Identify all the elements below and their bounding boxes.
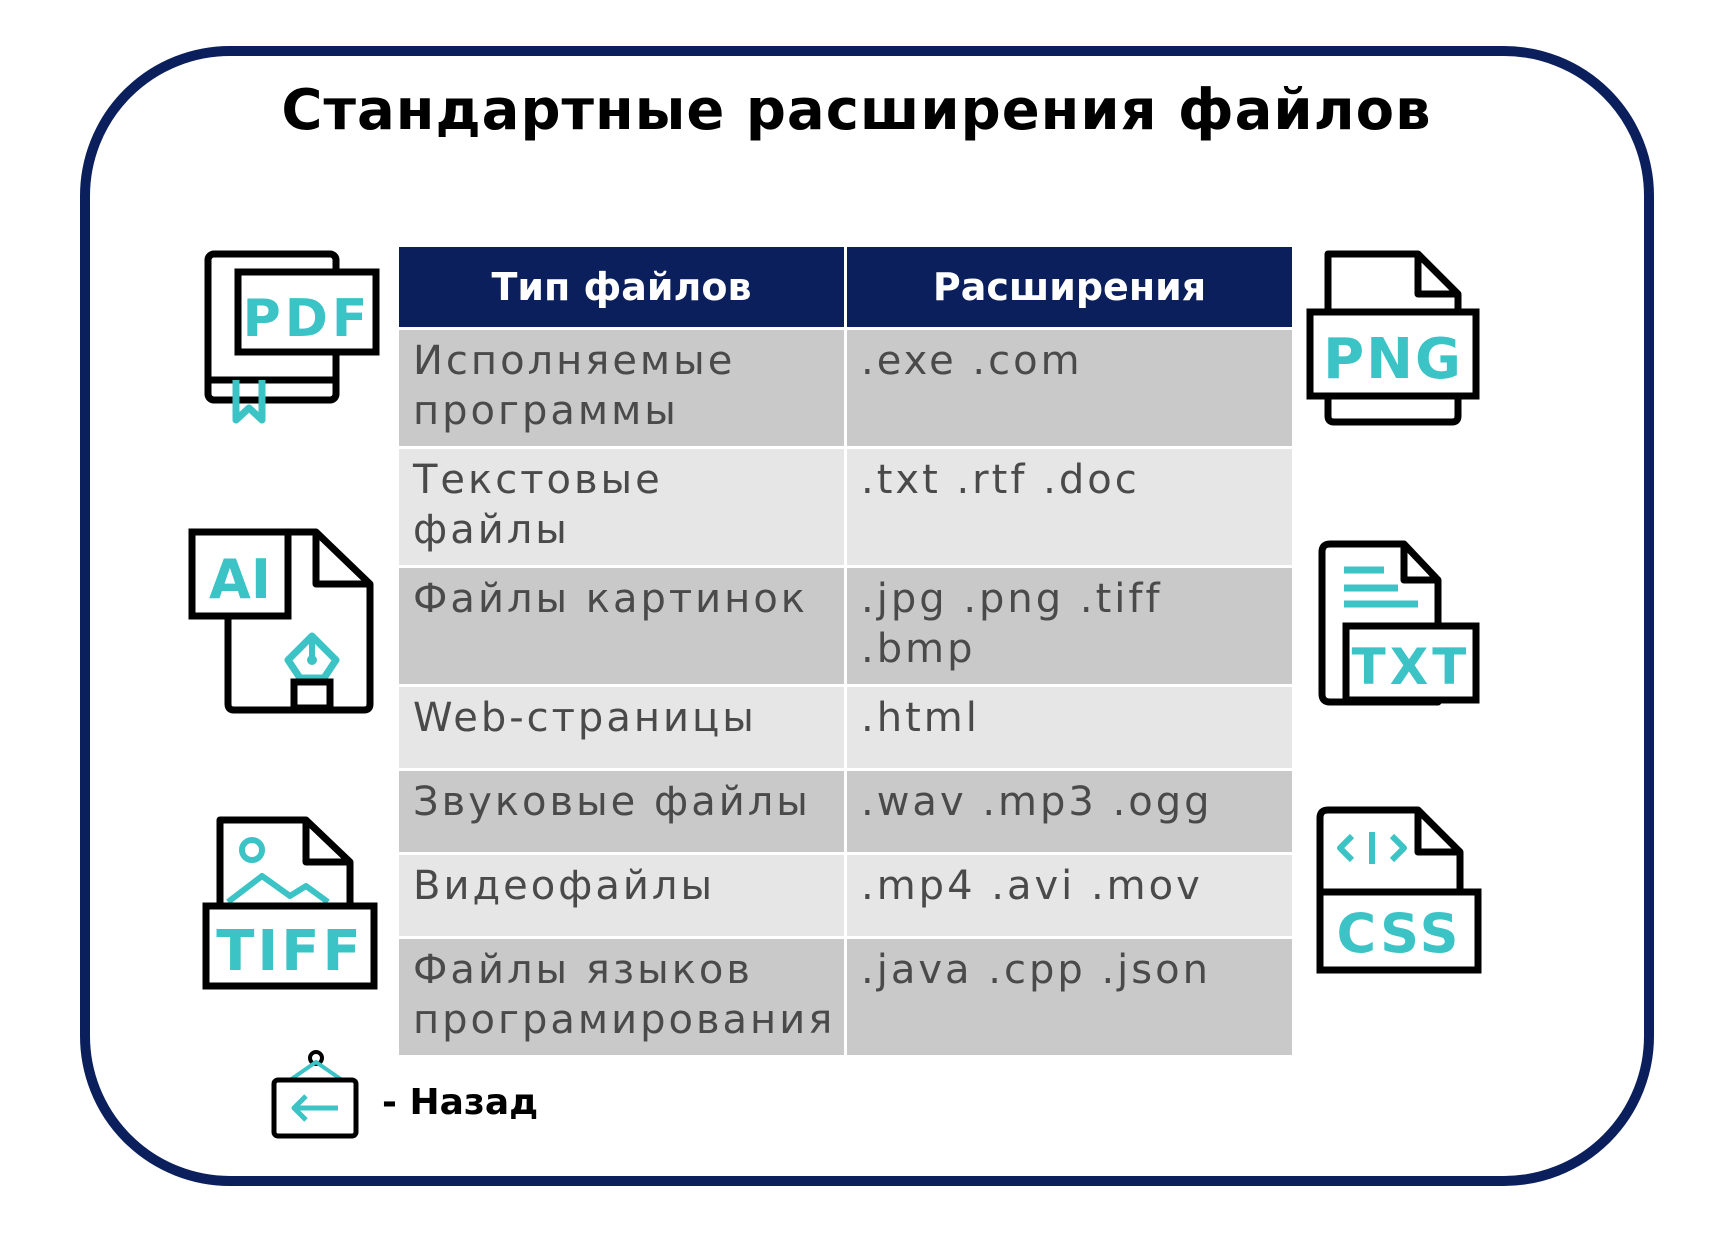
pdf-file-icon <box>204 250 384 426</box>
file-type-cell: Видеофайлы <box>398 854 846 938</box>
ai-icon-label: AI <box>209 548 271 611</box>
table-row <box>398 938 1294 1057</box>
extensions-cell: .exe .com <box>846 329 1294 448</box>
txt-icon-label: TXT <box>1351 638 1471 696</box>
column-header-extensions: Расширения <box>846 246 1294 329</box>
file-type-cell: Web-страницы <box>398 686 846 770</box>
back-label[interactable]: - Назад <box>382 1082 539 1123</box>
extensions-cell: .wav .mp3 .ogg <box>846 770 1294 854</box>
txt-file-icon <box>1318 540 1482 706</box>
table-row <box>398 686 1294 770</box>
table-row <box>398 854 1294 938</box>
extensions-cell: .html <box>846 686 1294 770</box>
table-row <box>398 448 1294 567</box>
file-type-cell: Файлы языков програмирования <box>398 938 846 1057</box>
file-type-cell: Звуковые файлы <box>398 770 846 854</box>
css-icon-label: CSS <box>1336 902 1462 965</box>
css-file-icon <box>1316 806 1482 974</box>
table-row <box>398 770 1294 854</box>
png-icon-label: PNG <box>1323 327 1463 392</box>
tiff-file-icon <box>202 816 380 992</box>
table-row <box>398 329 1294 448</box>
column-header-type: Тип файлов <box>398 246 846 329</box>
page-title: Стандартные расширения файлов <box>281 78 1432 143</box>
table-header-row <box>398 246 1294 329</box>
png-file-icon <box>1306 250 1482 426</box>
extensions-cell: .jpg .png .tiff .bmp <box>846 567 1294 686</box>
extensions-cell: .mp4 .avi .mov <box>846 854 1294 938</box>
table-row <box>398 567 1294 686</box>
back-sign-icon[interactable] <box>270 1050 362 1140</box>
extensions-cell: .java .cpp .json <box>846 938 1294 1057</box>
extensions-cell: .txt .rtf .doc <box>846 448 1294 567</box>
file-type-cell: Текстовые файлы <box>398 448 846 567</box>
extensions-table <box>396 244 1295 1058</box>
file-type-cell: Исполняемые программы <box>398 329 846 448</box>
tiff-icon-label: TIFF <box>216 919 364 984</box>
ai-file-icon <box>188 528 374 714</box>
pdf-icon-label: PDF <box>242 289 372 349</box>
file-type-cell: Файлы картинок <box>398 567 846 686</box>
